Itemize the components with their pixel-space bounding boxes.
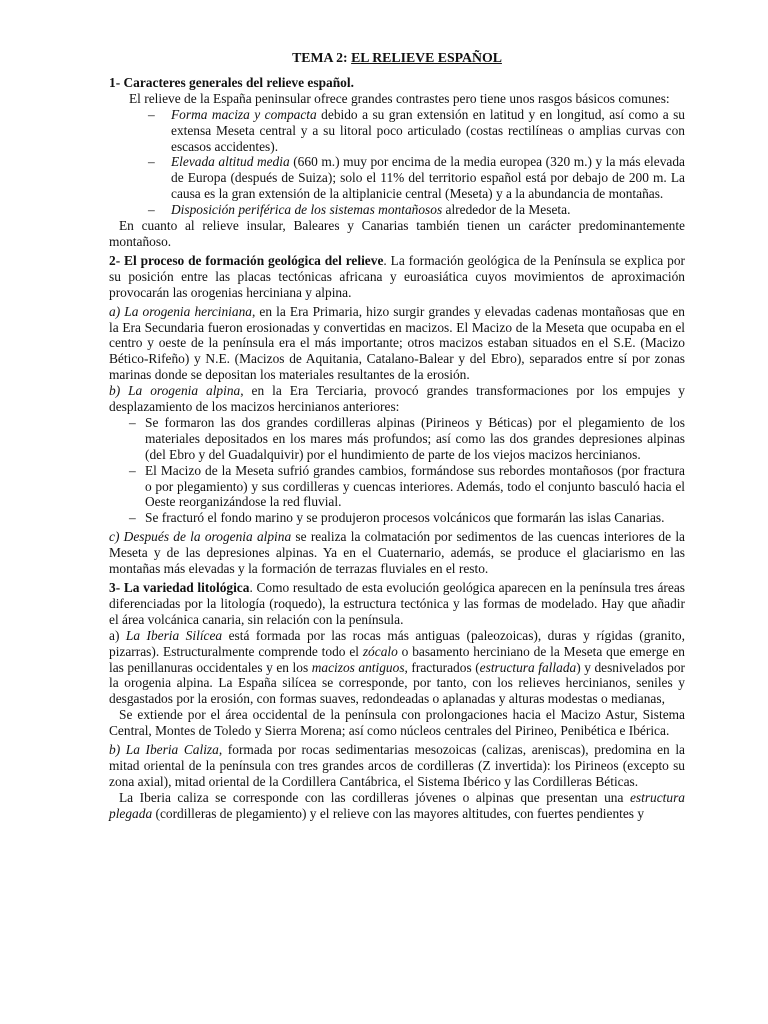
- section-2-intro-paragraph: [109, 253, 685, 301]
- section-2-b: [109, 383, 685, 415]
- section-3-b-emphasis: estructura plegada: [109, 789, 685, 821]
- list-item-text: Se fracturó el fondo marino y se produjeron procesos volcánicos que formarán las islas Canarias.: [145, 510, 665, 526]
- section-3-b-text: , formada por rocas sedimentarias mesozoicas (calizas, areniscas), predomina en la mitad oriental de la península con tres grandes arcos de cordilleras (Z invertida): los Pirineos (excepto su zona axial), mitad oriental de la Cordillera Cantábrica, el Sistema Ibérico y las Cordilleras Béticas.: [109, 742, 685, 789]
- list-item: – Se fracturó el fondo marino y se produjeron procesos volcánicos que formarán las islas Canarias.: [129, 510, 665, 526]
- section-2-a-label: a) La orogenia herciniana: [109, 303, 252, 319]
- section-2-c-text: se realiza la colmatación por sedimentos de las cuencas interiores de la Meseta y de las depresiones alpinas. Ya en el Cuaternario, además, se produce el glaciarismo en las montañas más elevadas y la formación de terrazas fluviales en el resto.: [109, 529, 685, 577]
- section-2-c-label: c) Después de la orogenia alpina: [109, 529, 292, 545]
- section-2-a-text: , en la Era Primaria, hizo surgir grandes y elevadas cadenas montañosas que en la Era Secundaria fueron erosionadas y convertidas en macizos. El Macizo de la Meseta que ocupaba en el centro y oeste de la península era el más importante; otros macizos estaban situados en el S.E. (Macizo Bético-Rifeño) y N.E. (Macizos de Aquitania, Catalano-Balear y del Ebro), separados entre sí por zonas marinas donde se depositan los materiales resultantes de la erosión.: [109, 303, 685, 383]
- list-item-text: El Macizo de la Meseta sufrió grandes cambios, formándose sus rebordes montañosos (por fractura o por plegamiento) y sus cordilleras y cuencas interiores. Además, todo el conjunto basculó hacia el Oeste reorganizándose la red fluvial.: [145, 462, 685, 510]
- list-item-emphasis: Forma maciza y compacta: [171, 106, 317, 122]
- list-item: – Elevada altitud media (660 m.) muy por encima de la media europea (320 m.) y la más elevada de Europa (después de Suiza); solo el 11% del territorio español está por debajo de 200 m. La causa es la gran extensión de la altiplanicie central (Meseta) y a la abundancia de montañas.: [148, 154, 685, 202]
- list-item-text: (660 m.) muy por encima de la media europea (320 m.) y la más elevada de Europa (después de Suiza); solo el 11% del territorio español está por debajo de 200 m. La causa es la gran extensión de la altiplanicie central (Meseta) y a la abundancia de montañas.: [171, 154, 685, 202]
- section-3-a-emphasis: macizos antiguos: [311, 659, 405, 675]
- section-1-list: [109, 107, 685, 218]
- section-1-intro: El relieve de la España peninsular ofrece grandes contrastes pero tiene unos rasgos básicos comunes:: [129, 90, 670, 106]
- section-3-a-text: , fracturados (: [404, 659, 480, 675]
- section-2-heading: 2- El proceso de formación geológica del relieve: [109, 252, 384, 268]
- section-2-list: [109, 415, 685, 526]
- list-item-emphasis: Elevada altitud media: [171, 154, 290, 170]
- list-item: – El Macizo de la Meseta sufrió grandes cambios, formándose sus rebordes montañosos (por fractura o por plegamiento) y sus cordilleras y cuencas interiores. Además, todo el conjunto basculó hacia el Oeste reorganizándose la red fluvial.: [129, 462, 685, 510]
- document-title: [109, 50, 685, 66]
- section-1-heading: 1- Caracteres generales del relieve español.: [109, 74, 354, 90]
- section-3-b-text: (cordilleras de plegamiento) y el relieve con las mayores altitudes, con fuertes pendientes y: [152, 805, 645, 821]
- section-3-b-label: b) La Iberia Caliza: [109, 742, 219, 758]
- section-3-b-text: La Iberia caliza se corresponde con las cordilleras jóvenes o alpinas que presentan una: [119, 789, 630, 805]
- section-2-b-label: b) La orogenia alpina: [109, 383, 241, 399]
- list-item: – Disposición periférica de los sistemas montañosos alrededor de la Meseta.: [148, 202, 571, 218]
- title-underlined: EL RELIEVE ESPAÑOL: [351, 50, 502, 65]
- section-3-b-continued: [109, 790, 685, 822]
- section-3-intro-paragraph: [109, 580, 685, 628]
- list-item-emphasis: Disposición periférica de los sistemas montañosos: [171, 202, 443, 218]
- list-item: – Se formaron las dos grandes cordilleras alpinas (Pirineos y Béticas) por el plegamiento de los materiales depositados en los mares más profundos; así como las dos grandes depresiones alpinas (del Ebro y del Guadalquivir) por el hundimiento de parte de los viejos macizos hercinianos.: [129, 414, 685, 462]
- list-item: – Forma maciza y compacta debido a su gran extensión en latitud y en longitud, así como a su extensa Meseta central y a su litoral poco articulado (costas rectilíneas o amplias curvas con escasos accidentes).: [148, 106, 685, 154]
- section-3-a-emphasis: zócalo: [362, 643, 398, 659]
- document-body: [109, 50, 685, 822]
- section-1-insular: En cuanto al relieve insular, Baleares y Canarias también tienen un carácter predominantemente montañoso.: [109, 218, 685, 249]
- section-3-a-extension: Se extiende por el área occidental de la península con prolongaciones hacia el Macizo Astur, Sistema Central, Montes de Toledo y Sierra Morena; así como núcleos centrales del Pirineo, Penibética e Ibérica.: [109, 707, 685, 739]
- title-prefix: TEMA 2:: [292, 50, 352, 65]
- section-3-a-text: o basamento herciniano de la Meseta que emerge en las penillanuras occidentales y en los: [109, 643, 686, 675]
- list-item-text: alrededor de la Meseta.: [442, 202, 571, 218]
- section-3-intro: . Como resultado de esta evolución geológica aparecen en la península tres áreas diferenciadas por la litología (roquedo), la estructura tectónica y las formas de modelado. Hay que añadir el área volcánica canaria, sin relación con la península.: [109, 580, 685, 627]
- section-3-b: [109, 742, 685, 790]
- section-2-b-text: , en la Era Terciaria, provocó grandes transformaciones por los empujes y desplazamiento de los macizos hercinianos anteriores:: [109, 383, 685, 415]
- section-3-a-emphasis: estructura fallada: [479, 659, 577, 675]
- section-3-heading: 3- La variedad litológica: [109, 580, 250, 595]
- list-item-text: Se formaron las dos grandes cordilleras alpinas (Pirineos y Béticas) por el plegamiento de los materiales depositados en los mares más profundos; así como las dos grandes depresiones alpinas (del Ebro y del Guadalquivir) por el hundimiento de parte de los viejos macizos hercinianos.: [145, 414, 685, 462]
- section-3-a-prefix: a): [109, 627, 126, 643]
- section-3-a-text: está formada por las rocas más antiguas (paleozoicas), duras y rígidas (granito, pizarras). Estructuralmente comprende todo el: [109, 627, 685, 659]
- section-3-a: [109, 628, 685, 708]
- section-3-a-label: La Iberia Silícea: [125, 627, 223, 643]
- section-3-a-text: ) y desnivelados por la orogenia alpina. La España silícea se corresponde, por tanto, con los relieves hercinianos, seniles y desgastados por la erosión, con formas suaves, redondeadas o aplanadas y alturas modestas o medianas,: [109, 659, 686, 707]
- section-2-a: [109, 304, 685, 384]
- list-item-text: debido a su gran extensión en latitud y en longitud, así como a su extensa Meseta central y a su litoral poco articulado (costas rectilíneas o amplias curvas con escasos accidentes).: [171, 106, 685, 154]
- section-2-c: [109, 529, 685, 577]
- section-2-intro: . La formación geológica de la Península se explica por su posición entre las placas tectónicas africana y euroasiática cuyos movimientos de aproximación provocarán las orogenias herciniana y alpina.: [109, 252, 685, 300]
